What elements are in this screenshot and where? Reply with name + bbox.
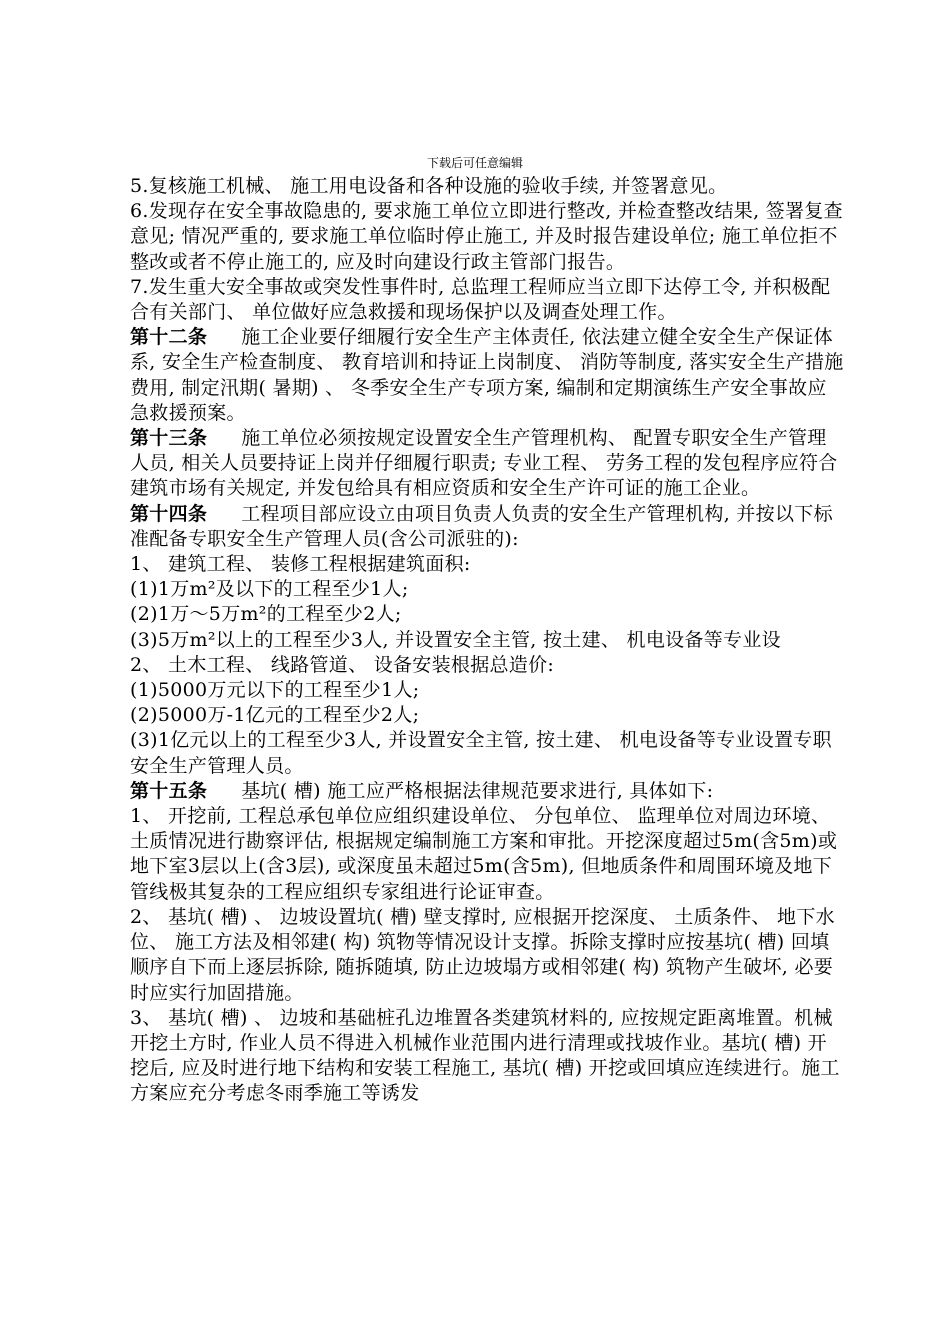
paragraph-text: 施工单位必须按规定设置安全生产管理机构、 配置专职安全生产管理人员, 相关人员要持证上岗并仔细履行职责; 专业工程、 劳务工程的发包程序应符合建筑市场有关规定, 并发包给具有相应资质和安全生产许可证的施工企业。	[130, 427, 838, 500]
paragraph	[130, 325, 845, 426]
paragraph	[130, 552, 845, 577]
paragraph	[130, 905, 845, 1006]
paragraph-text: 6.发现存在安全事故隐患的, 要求施工单位立即进行整改, 并检查整改结果, 签署复查意见; 情况严重的, 要求施工单位临时停止施工, 并及时报告建设单位; 施工单位拒不整改或者不停止施工的, 应及时向建设行政主管部门报告。	[130, 200, 843, 273]
paragraph	[130, 628, 845, 653]
document-body	[130, 174, 845, 1107]
paragraph-text: 5.复核施工机械、 施工用电设备和各种设施的验收手续, 并签署意见。	[130, 175, 728, 197]
paragraph-text: (3)5万m²以上的工程至少3人, 并设置安全主管, 按土建、 机电设备等专业设	[130, 628, 781, 651]
article-title: 第十四条	[130, 502, 208, 525]
paragraph	[130, 779, 845, 804]
paragraph	[130, 174, 845, 199]
paragraph-text: 施工企业要仔细履行安全生产主体责任, 依法建立健全安全生产保证体系, 安全生产检查制度、 教育培训和持证上岗制度、 消防等制度, 落实安全生产措施费用, 制定汛期( 暑期) 、 冬季安全生产专项方案, 编制和定期演练生产安全事故应急救援预案。	[130, 326, 844, 424]
paragraph	[130, 703, 845, 728]
paragraph-text: (1)1万m²及以下的工程至少1人;	[130, 578, 409, 601]
paragraph-text: 1、 开挖前, 工程总承包单位应组织建设单位、 分包单位、 监理单位对周边环境、 土质情况进行勘察评估, 根据规定编制施工方案和审批。开挖深度超过5m(含5m)或地下室3层以上(含3层), 或深度虽未超过5m(含5m), 但地质条件和周围环境及地下管线极其复杂的工程应组织专家组进行论证审查。	[130, 805, 838, 903]
paragraph-text: (2)5000万-1亿元的工程至少2人;	[130, 704, 420, 727]
paragraph	[130, 602, 845, 627]
paragraph-text: (2)1万～5万m²的工程至少2人;	[130, 603, 402, 626]
paragraph-text: 3、 基坑( 槽) 、 边坡和基础桩孔边堆置各类建筑材料的, 应按规定距离堆置。机械开挖土方时, 作业人员不得进入机械作业范围内进行清理或找坡作业。基坑( 槽) 开挖后, 应及时进行地下结构和安装工程施工, 基坑( 槽) 开挖或回填应连续进行。施工方案应充分考虑冬雨季施工等诱发	[130, 1006, 840, 1105]
paragraph	[130, 1006, 845, 1107]
paragraph	[130, 502, 845, 552]
paragraph	[130, 275, 845, 325]
paragraph	[130, 728, 845, 778]
page-header: 下载后可任意编辑	[426, 156, 523, 170]
paragraph	[130, 678, 845, 703]
paragraph-text: 工程项目部应设立由项目负责人负责的安全生产管理机构, 并按以下标准配备专职安全生产管理人员(含公司派驻的):	[130, 502, 833, 550]
paragraph-text: 2、 基坑( 槽) 、 边坡设置坑( 槽) 壁支撑时, 应根据开挖深度、 土质条件、 地下水位、 施工方法及相邻建( 构) 筑物等情况设计支撑。拆除支撑时应按基坑( 槽) 回填顺序自下而上逐层拆除, 随拆随填, 防止边坡塌方或相邻建( 构) 筑物产生破坏, 必要时应实行加固措施。	[130, 905, 835, 1004]
paragraph-text: 7.发生重大安全事故或突发性事件时, 总监理工程师应当立即下达停工令, 并积极配合有关部门、 单位做好应急救援和现场保护以及调查处理工作。	[130, 275, 831, 324]
paragraph	[130, 577, 845, 602]
article-title: 第十二条	[130, 326, 208, 349]
article-title: 第十三条	[130, 427, 208, 450]
paragraph-text: (3)1亿元以上的工程至少3人, 并设置安全主管, 按土建、 机电设备等专业设置专职安全生产管理人员。	[130, 729, 832, 777]
paragraph	[130, 199, 845, 275]
paragraph	[130, 426, 845, 502]
paragraph	[130, 653, 845, 678]
article-title: 第十五条	[130, 779, 208, 802]
paragraph-text: 1、 建筑工程、 装修工程根据建筑面积:	[130, 553, 471, 576]
paragraph-text: (1)5000万元以下的工程至少1人;	[130, 679, 420, 702]
paragraph	[130, 804, 845, 905]
paragraph-text: 2、 土木工程、 线路管道、 设备安装根据总造价:	[130, 653, 555, 676]
paragraph-text: 基坑( 槽) 施工应严格根据法律规范要求进行, 具体如下:	[241, 779, 714, 802]
